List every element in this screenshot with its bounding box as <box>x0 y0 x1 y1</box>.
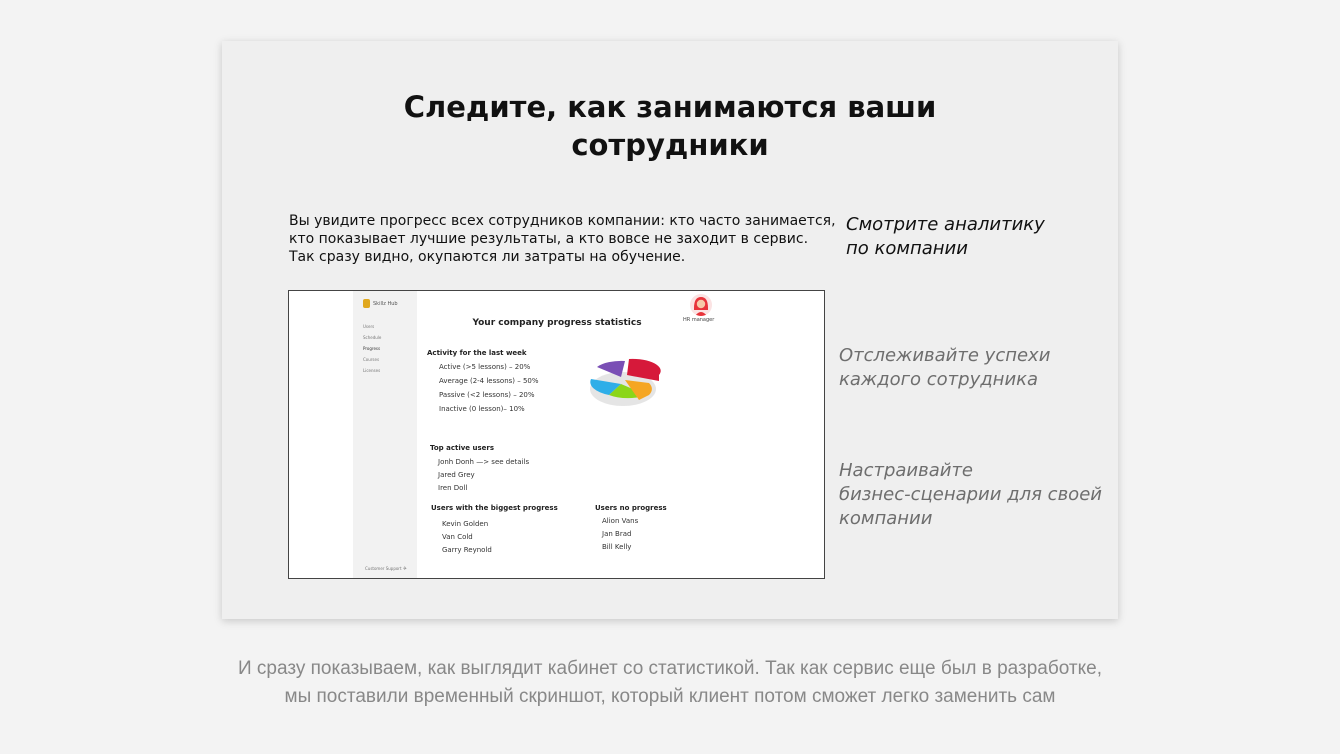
activity-item: Passive (<2 lessons) – 20% <box>439 391 535 399</box>
app-brand <box>363 299 398 308</box>
description-line: кто показывает лучшие результаты, а кто вовсе не заходит в сервис. <box>289 231 809 247</box>
nav-item-schedule[interactable]: Schedule <box>363 335 382 340</box>
top-user: Jared Grey <box>438 471 475 479</box>
dashboard-screenshot <box>288 290 825 579</box>
feature-line: бизнес-сценарии для своей <box>839 484 1102 505</box>
feature-line: компании <box>839 508 933 529</box>
progress-user: Garry Reynold <box>442 546 492 554</box>
slide-title-line-1: Следите, как занимаются ваши <box>403 90 937 124</box>
feature-line: каждого сотрудника <box>839 369 1039 390</box>
caption <box>0 655 1340 711</box>
app-sidebar <box>353 291 417 578</box>
activity-pie-chart <box>587 355 667 417</box>
slide-title-line-2: сотрудники <box>571 128 769 162</box>
activity-heading: Activity for the last week <box>427 349 527 357</box>
top-users-heading: Top active users <box>430 444 494 452</box>
screenshot-blank-area <box>719 291 824 578</box>
customer-support-link[interactable] <box>365 566 407 572</box>
feature-track-progress <box>839 344 1050 392</box>
feature-analytics <box>846 213 1045 261</box>
slide-title <box>222 88 1118 164</box>
progress-user: Van Cold <box>442 533 473 541</box>
avatar[interactable] <box>690 294 712 316</box>
feature-business-scenarios <box>839 459 1102 531</box>
logo-icon <box>363 299 370 308</box>
feature-line: Смотрите аналитику <box>846 214 1045 235</box>
no-progress-user: Bill Kelly <box>602 543 632 551</box>
no-progress-user: Jan Brad <box>602 530 632 538</box>
top-user: Iren Doll <box>438 484 468 492</box>
feature-line: Настраивайте <box>839 460 973 481</box>
caption-line-1: И сразу показываем, как выглядит кабинет со статистикой. Так как сервис еще был в разработке, <box>238 658 1102 679</box>
feature-line: Отслеживайте успехи <box>839 345 1051 366</box>
feature-line: по компании <box>846 238 968 259</box>
no-progress-heading: Users no progress <box>595 504 667 512</box>
slide-description <box>289 212 836 266</box>
user-role: HR manager <box>683 317 715 323</box>
no-progress-user: Alion Vans <box>602 517 639 525</box>
progress-user: Kevin Golden <box>442 520 489 528</box>
user-avatar-icon <box>690 294 712 316</box>
description-line: Так сразу видно, окупаются ли затраты на обучение. <box>289 249 686 265</box>
biggest-progress-heading: Users with the biggest progress <box>431 504 558 512</box>
activity-item: Active (>5 lessons) – 20% <box>439 363 531 371</box>
support-label: Customer Support <box>365 566 402 571</box>
rocket-icon: ✈ <box>402 566 407 572</box>
activity-item: Inactive (0 lesson)– 10% <box>439 405 525 413</box>
nav-item-licenses[interactable]: Licenses <box>363 368 381 373</box>
slide <box>222 41 1118 619</box>
page-title: Your company progress statistics <box>472 318 642 328</box>
description-line: Вы увидите прогресс всех сотрудников компании: кто часто занимается, <box>289 213 836 229</box>
nav-item-courses[interactable]: Courses <box>363 357 380 362</box>
top-user-link[interactable]: Jonh Donh —> see details <box>438 458 530 466</box>
nav-item-users[interactable]: Users <box>363 324 375 329</box>
brand-name: Skillz Hub <box>373 301 398 307</box>
nav-item-progress[interactable]: Progress <box>363 346 381 351</box>
caption-line-2: мы поставили временный скриншот, который клиент потом сможет легко заменить сам <box>284 686 1056 707</box>
activity-item: Average (2-4 lessons) – 50% <box>439 377 539 385</box>
app-main <box>417 291 719 578</box>
